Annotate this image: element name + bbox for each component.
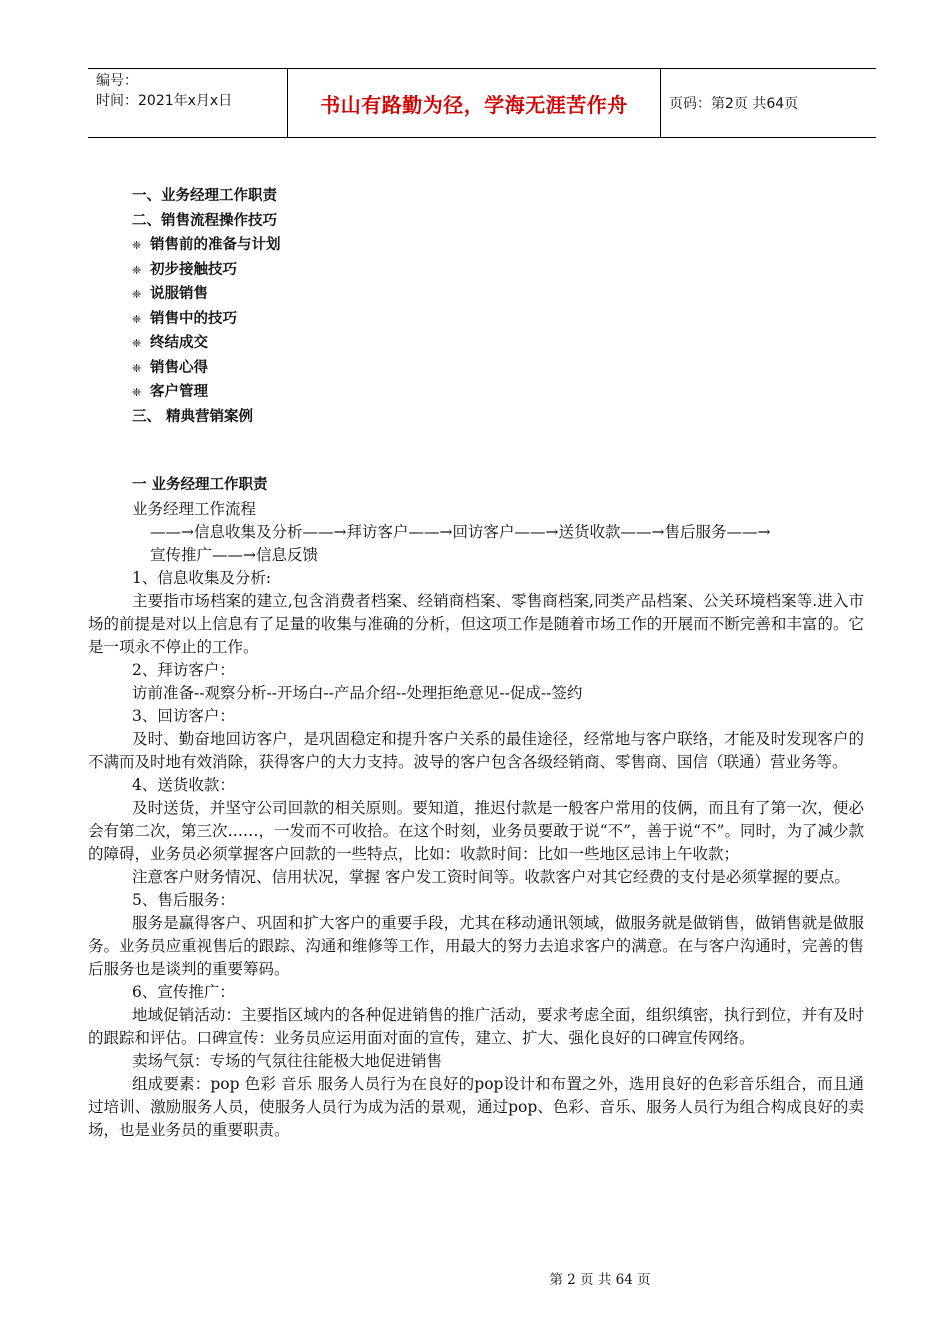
- document-header: [88, 68, 876, 138]
- toc-item-1: 一、业务经理工作职责: [132, 188, 277, 204]
- heading-4: 4、送货收款：: [132, 776, 235, 794]
- time-label: 时间：2021年x月x日: [96, 93, 233, 109]
- paragraph-3: 及时、勤奋地回访客户，是巩固稳定和提升客户关系的最佳途径，经常地与客户联络，才能及时发现客户的不满而及时地有效消除，获得客户的大力支持。波导的客户包含各级经销商、零售商、国信（联通）营业务等。: [88, 730, 864, 771]
- paragraph-4b: 注意客户财务情况、信用状况，掌握 客户发工资时间等。收款客户对其它经费的支付是必须掌握的要点。: [132, 868, 850, 886]
- toc-subitem: ❈ 销售心得: [88, 356, 868, 381]
- paragraph-4: 及时送货，并坚守公司回款的相关原则。要知道，推迟付款是一般客户常用的伎俩，而且有了第一次，便必会有第二次，第三次……，一发而不可收拾。在这个时刻，业务员要敢于说“不”，善于说“不”。同时，为了减少款的障碍，业务员必须掌握客户回款的一些特点，比如：收款时间：比如一些地区忌讳上午收款；: [88, 799, 864, 863]
- toc-subitem: ❈ 说服销售: [88, 282, 868, 307]
- toc-subitem: ❈ 客户管理: [88, 380, 868, 405]
- heading-1: 1、信息收集及分析:: [132, 569, 272, 587]
- toc-subitem: ❈ 销售中的技巧: [88, 307, 868, 332]
- footer-page-number: 第 2 页 共 64 页: [549, 1272, 651, 1288]
- toc-subitem: ❈ 终结成交: [88, 331, 868, 356]
- document-body: [88, 472, 864, 1142]
- flow-line-2: 宣传推广——→信息反馈: [150, 546, 318, 564]
- bullet-icon: ❈: [132, 386, 142, 399]
- toc-item-3: 三、 精典营销案例: [132, 408, 254, 425]
- header-motto-cell: [287, 69, 661, 137]
- bullet-icon: ❈: [132, 263, 142, 277]
- paragraph-6: 地域促销活动：主要指区域内的各种促进销售的推广活动，要求考虑全面，组织缜密，执行到位，并有及时的跟踪和评估。口碑宣传：业务员应运用面对面的宣传，建立、扩大、强化良好的口碑宣传网络。: [88, 1006, 864, 1047]
- header-page-cell: [661, 69, 876, 137]
- paragraph-7: 卖场气氛：专场的气氛往往能极大地促进销售: [132, 1052, 443, 1070]
- heading-5: 5、售后服务：: [132, 891, 235, 909]
- motto: 书山有路勤为径，学海无涯苦作舟: [320, 92, 628, 117]
- toc-subitem: ❈ 初步接触技巧: [88, 258, 868, 283]
- paragraph-1: 主要指市场档案的建立,包含消费者档案、经销商档案、零售商档案,同类产品档案、公关环境档案等.进入市场的前提是对以上信息有了足量的收集与准确的分析，但这项工作是随着市场工作的开展而不断完善和丰富的。它是一项永不停止的工作。: [88, 592, 864, 656]
- page-label: 页码：第2页 共64页: [669, 96, 799, 112]
- bullet-icon: ❈: [132, 312, 142, 326]
- flow-title: 业务经理工作流程: [132, 500, 257, 518]
- heading-3: 3、回访客户：: [132, 707, 235, 725]
- bullet-icon: ❈: [132, 361, 142, 375]
- bullet-icon: ❈: [132, 239, 142, 252]
- flow-line-1: ——→信息收集及分析——→拜访客户——→回访客户——→送货收款——→售后服务——→: [150, 523, 771, 541]
- paragraph-8: 组成要素：pop 色彩 音乐 服务人员行为在良好的pop设计和布置之外，选用良好的色彩音乐组合，而且通过培训、激励服务人员，使服务人员行为成为活的景观，通过pop、色彩、音乐、服务人员行为组合构成良好的卖场，也是业务员的重要职责。: [88, 1075, 864, 1139]
- bullet-icon: ❈: [132, 337, 142, 350]
- table-of-contents: [88, 184, 868, 429]
- number-label: 编号：: [96, 73, 138, 89]
- heading-6: 6、宣传推广：: [132, 983, 235, 1001]
- section-title: 一 业务经理工作职责: [132, 477, 268, 493]
- header-meta: [88, 69, 287, 137]
- page-footer: [0, 1268, 950, 1288]
- paragraph-5: 服务是赢得客户、巩固和扩大客户的重要手段，尤其在移动通讯领域，做服务就是做销售，做销售就是做服务。业务员应重视售后的跟踪、沟通和维修等工作，用最大的努力去追求客户的满意。在与客户沟通时，完善的售后服务也是谈判的重要筹码。: [88, 914, 864, 978]
- toc-subitem: ❈ 销售前的准备与计划: [88, 233, 868, 258]
- bullet-icon: ❈: [132, 288, 142, 301]
- toc-item-2: 二、销售流程操作技巧: [132, 212, 277, 229]
- paragraph-2: 访前准备--观察分析--开场白--产品介绍--处理拒绝意见--促成--签约: [132, 684, 583, 702]
- heading-2: 2、拜访客户：: [132, 661, 235, 679]
